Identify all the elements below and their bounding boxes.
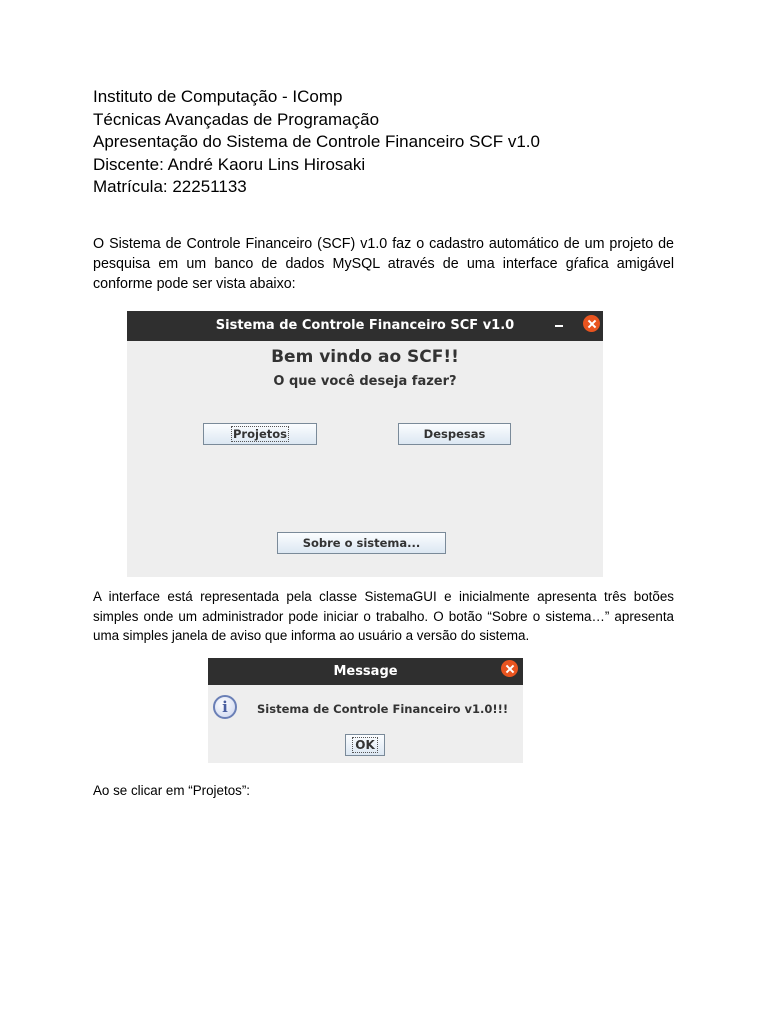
interface-paragraph: A interface está representada pela classe SistemaGUI e inicialmente apresenta três botões simples onde um administrador pode iniciar o trabalho. O botão “Sobre o sistema…” apresenta uma simples janela de aviso que informa ao usuário a versão do sistema. (93, 589, 674, 643)
message-dialog-screenshot (208, 658, 523, 763)
projetos-button-label: Projetos (233, 427, 287, 441)
ok-button[interactable] (345, 734, 385, 756)
projetos-paragraph: Ao se clicar em “Projetos”: (93, 783, 251, 798)
close-icon[interactable] (501, 660, 518, 677)
sobre-o-sistema-button[interactable]: Sobre o sistema... (277, 532, 446, 554)
main-window-titlebar (127, 311, 603, 341)
projetos-button[interactable] (203, 423, 317, 445)
enrollment-line: Matrícula: 22251133 (93, 177, 247, 196)
minimize-icon[interactable] (555, 325, 563, 327)
intro-paragraph: O Sistema de Controle Financeiro (SCF) v1.0 faz o cadastro automático de um projeto de pesquisa em um banco de dados MySQL através de uma interface gŕafica amigável conforme pode ser vista abaixo: (93, 236, 674, 292)
info-icon: i (213, 695, 237, 719)
main-window-title: Sistema de Controle Financeiro SCF v1.0 (215, 318, 515, 333)
institute-line: Instituto de Computação - IComp (93, 87, 343, 106)
welcome-question: O que você deseja fazer? (273, 374, 457, 389)
presentation-title-line: Apresentação do Sistema de Controle Financeiro SCF v1.0 (93, 132, 540, 151)
message-dialog-title: Message (333, 664, 398, 679)
student-line: Discente: André Kaoru Lins Hirosaki (93, 154, 366, 174)
message-dialog-titlebar (208, 658, 523, 685)
close-icon[interactable] (583, 315, 600, 332)
main-window-screenshot (127, 311, 603, 577)
message-text: Sistema de Controle Financeiro v1.0!!! (257, 702, 509, 716)
document-header (93, 86, 693, 199)
ok-button-label: OK (355, 738, 375, 752)
despesas-button[interactable]: Despesas (398, 423, 511, 445)
course-line: Técnicas Avançadas de Programação (93, 109, 380, 129)
welcome-heading: Bem vindo ao SCF!! (271, 347, 459, 367)
